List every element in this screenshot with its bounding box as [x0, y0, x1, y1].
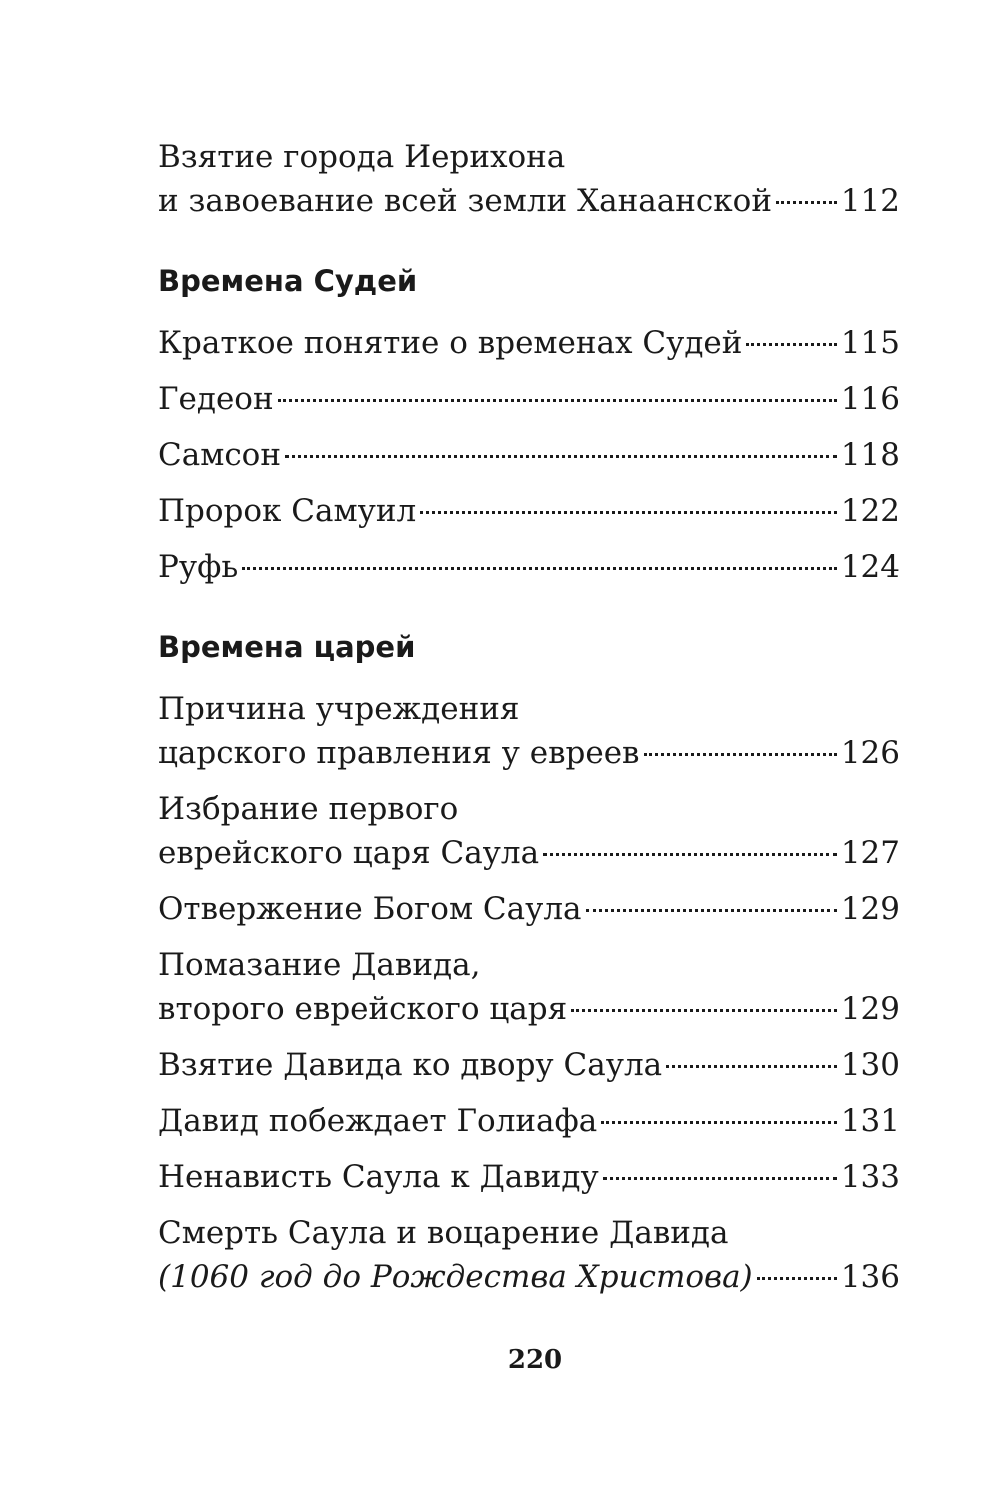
toc-entry-title: Пророк Самуил	[158, 493, 417, 529]
toc-entry-title-line: Взятие города Иерихона	[158, 139, 566, 175]
dot-leader	[278, 399, 837, 402]
toc-entry	[158, 1211, 900, 1299]
toc-entry-row	[158, 831, 900, 875]
toc-entry-row	[158, 1255, 900, 1299]
toc-entry-row	[158, 1155, 900, 1199]
toc-entry-title: Руфь	[158, 549, 239, 585]
toc-entry-row	[158, 1043, 900, 1087]
toc-entry-title: Давид побеждает Голиафа	[158, 1103, 598, 1139]
toc-entry-row	[158, 377, 900, 421]
toc-entry-title-line: Смерть Саула и воцарение Давида	[158, 1215, 729, 1251]
toc-entry-page: 122	[840, 493, 900, 529]
toc-entry	[158, 545, 900, 589]
toc-entry-title-line: Причина учреждения	[158, 691, 520, 727]
toc-entry-row	[158, 545, 900, 589]
dot-leader	[242, 567, 837, 570]
dot-leader	[420, 511, 837, 514]
dot-leader	[757, 1277, 837, 1280]
toc-entry-title-line: Помазание Давида,	[158, 947, 481, 983]
dot-leader	[644, 753, 837, 756]
dot-leader	[586, 909, 837, 912]
toc-entry-page: 127	[840, 835, 900, 871]
toc-entry	[158, 1043, 900, 1087]
toc-entry-title: Краткое понятие о временах Судей	[158, 325, 743, 361]
toc-entry-row	[158, 321, 900, 365]
toc-entry	[158, 1155, 900, 1199]
toc-entry-title: Ненависть Саула к Давиду	[158, 1159, 599, 1195]
toc-entry-title: Гедеон	[158, 381, 274, 417]
dot-leader	[543, 853, 837, 856]
toc-entry-page: 130	[840, 1047, 900, 1083]
toc-entry	[158, 321, 900, 365]
toc-entry-page: 124	[840, 549, 900, 585]
toc-entry-title: Отвержение Богом Саула	[158, 891, 582, 927]
dot-leader	[601, 1121, 837, 1124]
toc-entry	[158, 687, 900, 775]
toc-entry	[158, 1099, 900, 1143]
toc-entry-row	[158, 489, 900, 533]
toc-entry-title: второго еврейского царя	[158, 991, 568, 1027]
toc-entry	[158, 787, 900, 875]
toc-entry-page: 131	[840, 1103, 900, 1139]
toc-entry-title: и завоевание всей земли Ханаанской	[158, 183, 772, 219]
toc-entry-row	[158, 731, 900, 775]
toc-entry-page: 118	[840, 437, 900, 473]
toc-entry-page: 133	[840, 1159, 900, 1195]
dot-leader	[746, 343, 836, 346]
toc-entry-row	[158, 887, 900, 931]
dot-leader	[666, 1065, 837, 1068]
dot-leader	[571, 1009, 837, 1012]
section-heading-kings: Времена царей	[158, 630, 416, 664]
toc-entry-page: 115	[840, 325, 900, 361]
dot-leader	[285, 455, 837, 458]
toc-entry-page: 136	[840, 1259, 900, 1295]
toc-entry-row	[158, 1099, 900, 1143]
toc-entry	[158, 433, 900, 477]
dot-leader	[776, 201, 837, 204]
page-number: 220	[507, 1345, 563, 1375]
toc-entry	[158, 135, 900, 223]
toc-entry-title-line: Избрание первого	[158, 791, 459, 827]
toc-entry-title: (1060 год до Рождества Христова)	[158, 1259, 753, 1295]
dot-leader	[603, 1177, 837, 1180]
toc-entry-row	[158, 987, 900, 1031]
toc-entry-page: 129	[840, 991, 900, 1027]
toc-entry-page: 116	[840, 381, 900, 417]
toc-entry-row	[158, 179, 900, 223]
section-heading-judges: Времена Судей	[158, 264, 418, 298]
toc-entry	[158, 943, 900, 1031]
toc-entry-row	[158, 433, 900, 477]
toc-entry-page: 112	[840, 183, 900, 219]
toc-entry	[158, 377, 900, 421]
toc-entry-title: еврейского царя Саула	[158, 835, 540, 871]
toc-entry	[158, 887, 900, 931]
table-of-contents	[158, 135, 900, 1311]
toc-entry-title: Самсон	[158, 437, 282, 473]
toc-entry	[158, 489, 900, 533]
toc-entry-page: 126	[840, 735, 900, 771]
toc-entry-title: Взятие Давида ко двору Саула	[158, 1047, 663, 1083]
toc-entry-page: 129	[840, 891, 900, 927]
toc-entry-title: царского правления у евреев	[158, 735, 640, 771]
